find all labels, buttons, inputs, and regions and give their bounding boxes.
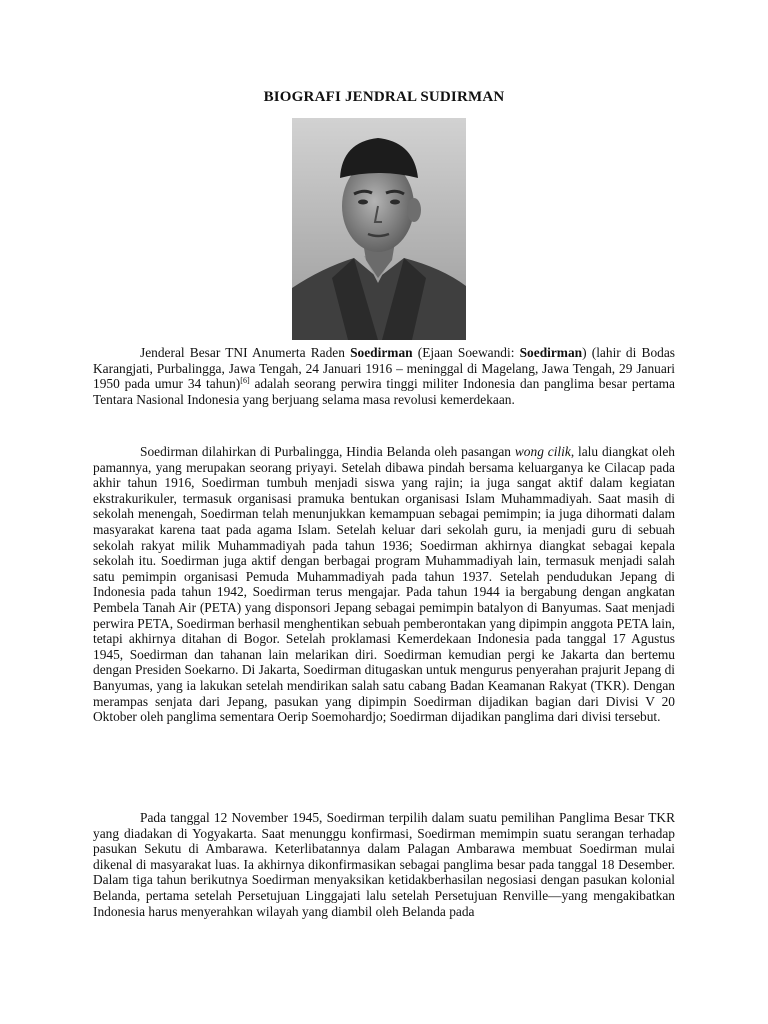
paragraph-2 — [93, 444, 675, 725]
p1-name-bold-2: Soedirman — [519, 345, 583, 360]
p1-text-2: (Ejaan Soewandi: — [412, 345, 520, 360]
footnote-ref[interactable]: [6] — [240, 376, 250, 386]
paragraph-3 — [93, 810, 675, 919]
p2-text-2: , lalu diangkat oleh pamannya, yang merupakan seorang priyayi. Setelah dibawa pindah bersama keluarganya ke Cilacap pada akhir tahun 1916, Soedirman tumbuh menjadi siswa yang rajin; ia juga sangat aktif dalam kegiatan ekstrakurikuler, termasuk organisasi pramuka bentukan organisasi Islam Muhammadiyah. Saat masih di sekolah menengah, Soedirman telah menunjukkan kemampuan sebagai pemimpin; ia juga dihormati dalam masyarakat karena taat pada agama Islam. Setelah keluar dari sekolah guru, ia menjadi guru di sebuah sekolah rakyat milik Muhammadiyah pada tahun 1936; Soedirman akhirnya diangkat sebagai kepala sekolah itu. Soedirman juga aktif dengan berbagai program Muhammadiyah lain, termasuk menjadi salah satu pemimpin organisasi Pemuda Muhammadiyah pada tahun 1937. Setelah pendudukan Jepang di Indonesia pada tahun 1942, Soedirman terus mengajar. Pada tahun 1944 ia bergabung dengan angkatan Pembela Tanah Air (PETA) yang disponsori Jepang sebagai pemimpin batalyon di Banyumas. Saat menjadi perwira PETA, Soedirman berhasil menghentikan sebuah pemberontakan yang dipimpin anggota PETA lain, tetapi akhirnya ditahan di Bogor. Setelah proklamasi Kemerdekaan Indonesia pada tanggal 17 Agustus 1945, Soedirman dan tahanan lain melarikan diri. Soedirman kemudian pergi ke Jakarta dan bertemu dengan Presiden Soekarno. Di Jakarta, Soedirman ditugaskan untuk mengurus penyerahan prajurit Jepang di Banyumas, yang ia lakukan setelah mendirikan salah satu cabang Badan Keamanan Rakyat (TKR). Dengan merampas senjata dari Jepang, pasukan yang dipimpin Soedirman dijadikan bagian dari Divisi V 20 Oktober oleh panglima sementara Oerip Soemohardjo; Soedirman dijadikan panglima dari divisi tersebut. — [93, 444, 675, 725]
p1-text-4: adalah seorang perwira tinggi militer Indonesia dan panglima besar pertama Tentara Nasional Indonesia yang berjuang selama masa revolusi kemerdekaan. — [93, 376, 675, 407]
portrait-photo — [292, 118, 466, 340]
p2-italic-term: wong cilik — [514, 444, 571, 459]
paragraph-1 — [93, 345, 675, 407]
p3-text: Pada tanggal 12 November 1945, Soedirman terpilih dalam suatu pemilihan Panglima Besar TKR yang diadakan di Yogyakarta. Saat menunggu konfirmasi, Soedirman memimpin suatu serangan terhadap pasukan Sekutu di Ambarawa. Keterlibatannya dalam Palagan Ambarawa membuat Soedirman mulai dikenal di masyarakat luas. Ia akhirnya dikonfirmasikan sebagai panglima besar pada tanggal 18 Desember. Dalam tiga tahun berikutnya Soedirman menyaksikan ketidakberhasilan negosiasi dengan pasukan kolonial Belanda, pertama setelah Persetujuan Linggajati lalu setelah Persetujuan Renville—yang mengakibatkan Indonesia harus menyerahkan wilayah yang diambil oleh Belanda pada — [93, 810, 675, 919]
document-title: BIOGRAFI JENDRAL SUDIRMAN — [263, 89, 505, 105]
p1-text-1: Jenderal Besar TNI Anumerta Raden — [140, 345, 351, 360]
p1-text-3: ) (lahir di Bodas Karangjati, Purbalingga, Jawa Tengah, 24 Januari 1916 – meninggal di Magelang, Jawa Tengah, 29 Januari 1950 pada umur 34 tahun) — [93, 345, 675, 392]
p1-name-bold-1: Soedirman — [350, 345, 413, 360]
p2-text-1: Soedirman dilahirkan di Purbalingga, Hindia Belanda oleh pasangan — [140, 444, 515, 459]
